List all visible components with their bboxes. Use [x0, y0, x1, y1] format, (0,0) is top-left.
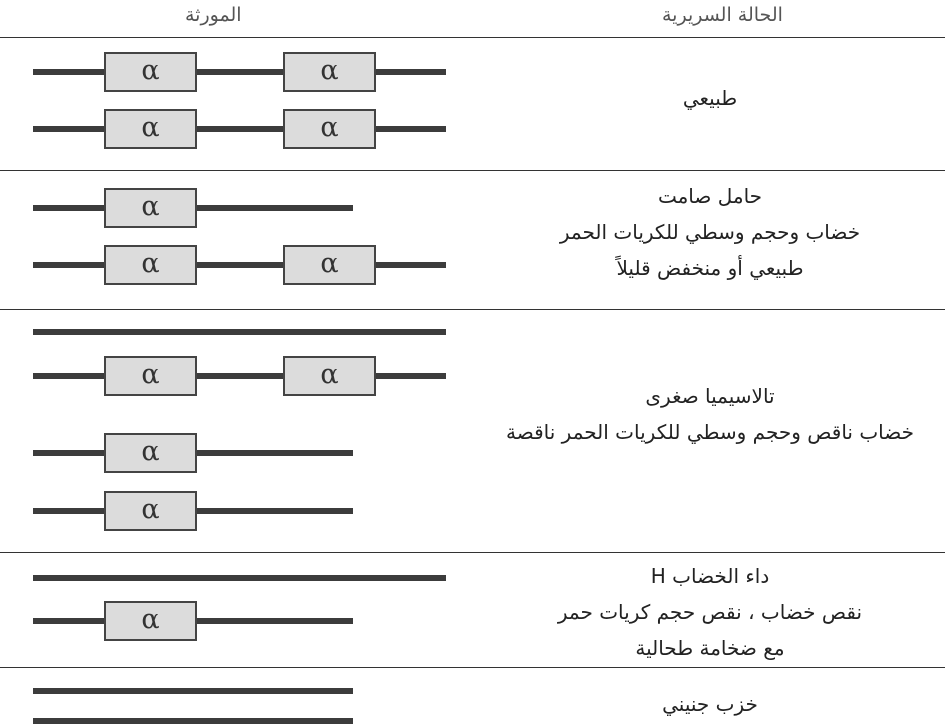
description-line: طبيعي أو منخفض قليلاً: [616, 256, 804, 280]
chromosome-line: [33, 688, 353, 694]
row-divider: [0, 309, 945, 310]
alpha-gene: α: [283, 356, 376, 396]
clinical-description: [475, 686, 945, 722]
description-line: نقص خضاب ، نقص حجم كريات حمر: [557, 600, 863, 624]
alpha-gene: α: [283, 245, 376, 285]
description-line: طبيعي: [682, 86, 738, 110]
row-divider: [0, 667, 945, 668]
description-line: تالاسيميا صغرى: [645, 384, 775, 408]
description-line: خضاب ناقص وحجم وسطي للكريات الحمر ناقصة: [506, 420, 914, 444]
chromosome-line: [33, 126, 446, 132]
row-divider: [0, 552, 945, 553]
chromosome-line: [33, 329, 446, 335]
genotype-header: المورثة: [185, 4, 242, 26]
clinical-description: [475, 378, 945, 450]
description-line: خزب جنيني: [662, 692, 758, 716]
chromosome-line: [33, 262, 446, 268]
alpha-gene: α: [283, 52, 376, 92]
chromosome-line: [33, 373, 446, 379]
clinical-description: [475, 80, 945, 116]
alpha-gene: α: [104, 52, 197, 92]
clinical-description: [475, 558, 945, 666]
clinical-description: [475, 178, 945, 286]
description-line: مع ضخامة طحالية: [635, 636, 785, 660]
chromosome-line: [33, 575, 446, 581]
alpha-gene: α: [104, 433, 197, 473]
alpha-gene: α: [104, 109, 197, 149]
alpha-gene: α: [283, 109, 376, 149]
header-divider: [0, 37, 945, 38]
alpha-gene: α: [104, 491, 197, 531]
row-divider: [0, 170, 945, 171]
chromosome-line: [33, 718, 353, 724]
description-line: حامل صامت: [657, 184, 763, 208]
clinical-header: الحالة السريرية: [662, 4, 783, 26]
alpha-gene: α: [104, 245, 197, 285]
alpha-gene: α: [104, 188, 197, 228]
description-line: داء الخضاب H: [650, 564, 770, 588]
alpha-gene: α: [104, 601, 197, 641]
alpha-gene: α: [104, 356, 197, 396]
description-line: خضاب وحجم وسطي للكريات الحمر: [559, 220, 861, 244]
chromosome-line: [33, 69, 446, 75]
